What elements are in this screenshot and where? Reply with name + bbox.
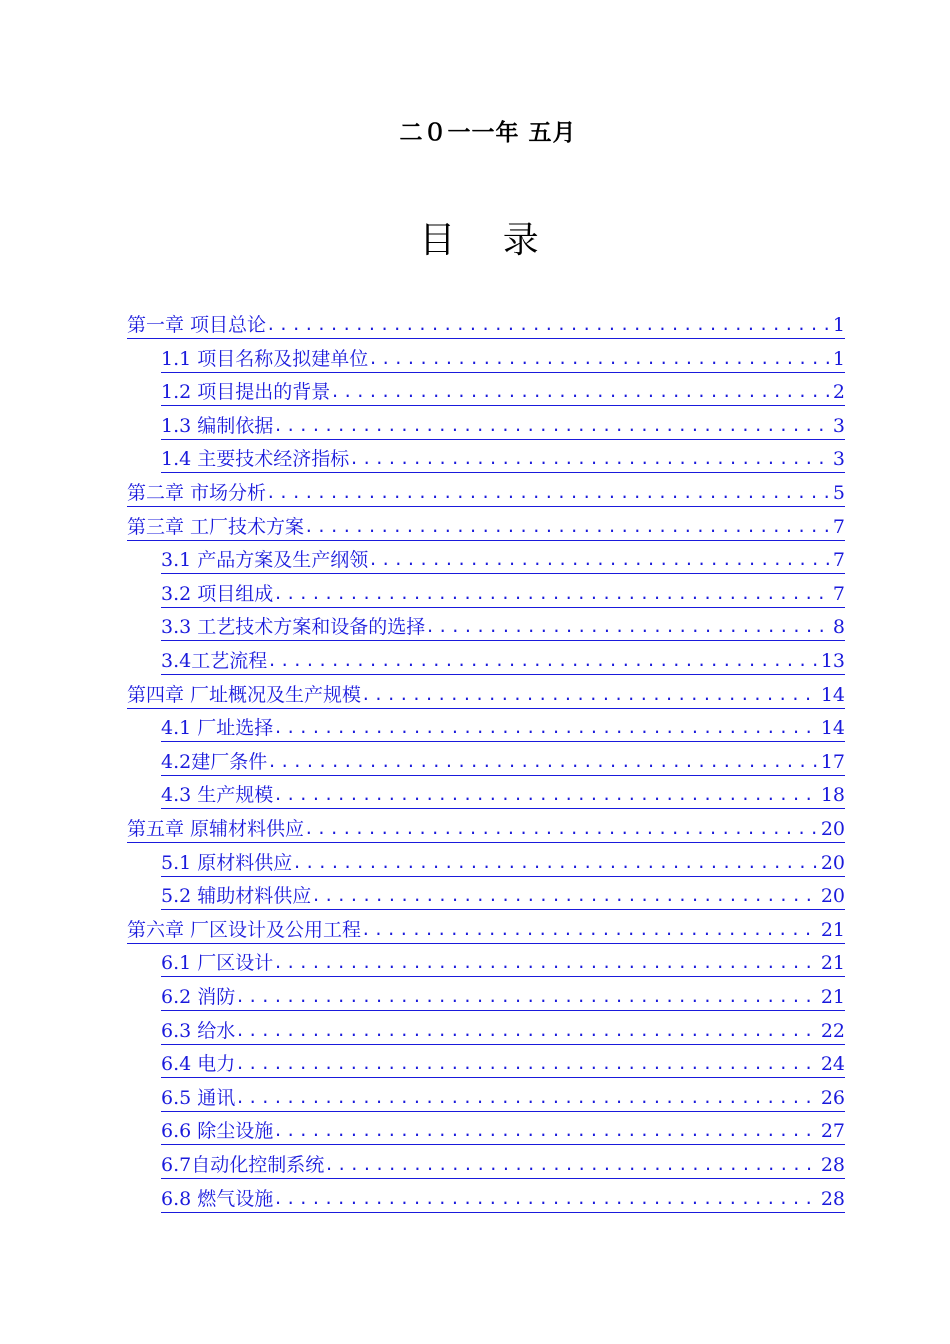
toc-section-link[interactable] xyxy=(161,946,845,977)
toc-page-number: 1 xyxy=(832,347,845,370)
toc-entry-label: 6.6 除尘设施 xyxy=(161,1120,274,1143)
toc-chapter-link[interactable] xyxy=(127,812,845,843)
toc-entry-label: 4.2建厂条件 xyxy=(161,750,268,773)
toc-entry-label: 4.1 厂址选择 xyxy=(161,717,274,740)
toc-dot-leader xyxy=(266,314,831,338)
toc-section-link[interactable] xyxy=(161,375,845,406)
toc-page-number: 27 xyxy=(820,1120,845,1143)
toc-section-link[interactable] xyxy=(161,409,845,440)
toc-dot-leader xyxy=(361,919,819,943)
toc-section-link[interactable] xyxy=(161,778,845,809)
toc-entry-label: 第一章 项目总论 xyxy=(127,314,267,336)
toc-page-number: 20 xyxy=(820,818,845,840)
toc-page-number: 21 xyxy=(820,986,845,1008)
toc-entry-label: 3.3 工艺技术方案和设备的选择 xyxy=(161,616,426,639)
toc-chapter-link[interactable] xyxy=(127,308,845,339)
toc-page-number: 20 xyxy=(820,851,845,874)
toc-page-number: 5 xyxy=(832,482,845,504)
toc-page-number: 3 xyxy=(832,448,845,471)
toc-chapter-link[interactable] xyxy=(127,510,845,541)
toc-dot-leader xyxy=(273,1120,819,1144)
toc-page-number: 22 xyxy=(820,1019,845,1042)
toc-entry-label: 3.1 产品方案及生产纲领 xyxy=(161,549,369,572)
toc-dot-leader xyxy=(304,818,819,842)
toc-page-number: 17 xyxy=(820,750,845,773)
toc-page-number: 2 xyxy=(832,381,845,404)
toc-title: 目 录 xyxy=(419,220,557,261)
toc-page-number: 26 xyxy=(820,1086,845,1109)
toc-section-link[interactable] xyxy=(161,577,845,608)
toc-dot-leader xyxy=(235,1020,819,1044)
toc-dot-leader xyxy=(273,1188,819,1212)
toc-dot-leader xyxy=(361,684,819,708)
toc-page-number: 1 xyxy=(832,314,845,336)
toc-page-number: 7 xyxy=(832,549,845,572)
toc-section-link[interactable] xyxy=(161,342,845,373)
toc-entry-label: 5.1 原材料供应 xyxy=(161,851,293,874)
toc-entry-label: 6.1 厂区设计 xyxy=(161,952,274,975)
toc-entry-label: 6.3 给水 xyxy=(161,1019,236,1042)
toc-entry-label: 3.2 项目组成 xyxy=(161,582,274,605)
toc-chapter-link[interactable] xyxy=(127,678,845,709)
toc-section-link[interactable] xyxy=(161,543,845,574)
toc-dot-leader xyxy=(425,616,831,640)
toc-section-link[interactable] xyxy=(161,644,845,675)
toc-dot-leader xyxy=(273,415,831,439)
toc-dot-leader xyxy=(267,751,819,775)
toc-section-link[interactable] xyxy=(161,711,845,742)
toc-entry-label: 1.3 编制依据 xyxy=(161,414,274,437)
toc-section-link[interactable] xyxy=(161,610,845,641)
document-date: 二０一一年 五月 xyxy=(399,119,577,146)
toc-section-link[interactable] xyxy=(161,1081,845,1112)
toc-page-number: 28 xyxy=(820,1187,845,1210)
toc-page-number: 20 xyxy=(820,885,845,908)
toc-entry-label: 6.5 通讯 xyxy=(161,1086,236,1109)
toc-entry-label: 6.4 电力 xyxy=(161,1053,236,1076)
toc-page-number: 18 xyxy=(820,784,845,807)
toc-section-link[interactable] xyxy=(161,1014,845,1045)
toc-page-number: 21 xyxy=(820,918,845,941)
toc-dot-leader xyxy=(235,1087,819,1111)
toc-dot-leader xyxy=(273,583,831,607)
toc-page-number: 21 xyxy=(820,952,845,975)
toc-page-number: 24 xyxy=(820,1053,845,1076)
toc-dot-leader xyxy=(235,1053,819,1077)
toc-entry-label: 4.3 生产规模 xyxy=(161,784,274,807)
toc-page-number: 3 xyxy=(832,414,845,437)
toc-entry-label: 6.8 燃气设施 xyxy=(161,1187,274,1210)
toc-section-link[interactable] xyxy=(161,846,845,877)
toc-dot-leader xyxy=(292,852,819,876)
toc-section-link[interactable] xyxy=(161,980,845,1011)
toc-entry-label: 第三章 工厂技术方案 xyxy=(127,515,305,538)
toc-dot-leader xyxy=(235,986,819,1010)
toc-section-link[interactable] xyxy=(161,442,845,473)
toc-entry-label: 第四章 厂址概况及生产规模 xyxy=(127,683,362,706)
toc-page-number: 13 xyxy=(820,650,845,672)
toc-dot-leader xyxy=(273,952,819,976)
toc-entry-label: 1.2 项目提出的背景 xyxy=(161,381,331,404)
toc-page-number: 14 xyxy=(820,717,845,740)
toc-entry-label: 1.1 项目名称及拟建单位 xyxy=(161,347,369,370)
toc-entry-label: 6.7自动化控制系统 xyxy=(161,1154,325,1176)
toc-chapter-link[interactable] xyxy=(127,476,845,507)
toc-page-number: 28 xyxy=(820,1154,845,1176)
toc-entry-label: 6.2 消防 xyxy=(161,986,236,1008)
toc-section-link[interactable] xyxy=(161,1182,845,1213)
toc-dot-leader xyxy=(266,482,831,506)
toc-entry-label: 第二章 市场分析 xyxy=(127,482,267,504)
toc-entry-label: 1.4 主要技术经济指标 xyxy=(161,448,350,471)
toc-section-link[interactable] xyxy=(161,1114,845,1145)
toc-entry-label: 3.4工艺流程 xyxy=(161,650,268,672)
toc-entry-label: 第六章 厂区设计及公用工程 xyxy=(127,918,362,941)
toc-page-number: 8 xyxy=(832,616,845,639)
toc-dot-leader xyxy=(349,448,831,472)
toc-dot-leader xyxy=(267,650,819,674)
toc-entry-label: 5.2 辅助材料供应 xyxy=(161,885,312,908)
toc-page-number: 14 xyxy=(820,683,845,706)
toc-page-number: 7 xyxy=(832,515,845,538)
toc-dot-leader xyxy=(273,717,819,741)
toc-dot-leader xyxy=(311,885,819,909)
toc-dot-leader xyxy=(330,381,831,405)
toc-section-link[interactable] xyxy=(161,879,845,910)
toc-dot-leader xyxy=(368,549,831,573)
toc-dot-leader xyxy=(304,516,831,540)
toc-page-number: 7 xyxy=(832,582,845,605)
toc-entry-label: 第五章 原辅材料供应 xyxy=(127,818,305,840)
toc-chapter-link[interactable] xyxy=(127,913,845,944)
toc-dot-leader xyxy=(324,1154,819,1178)
toc-dot-leader xyxy=(368,348,831,372)
toc-section-link[interactable] xyxy=(161,1047,845,1078)
toc-section-link[interactable] xyxy=(161,1148,845,1179)
toc-dot-leader xyxy=(273,784,819,808)
toc-section-link[interactable] xyxy=(161,745,845,776)
